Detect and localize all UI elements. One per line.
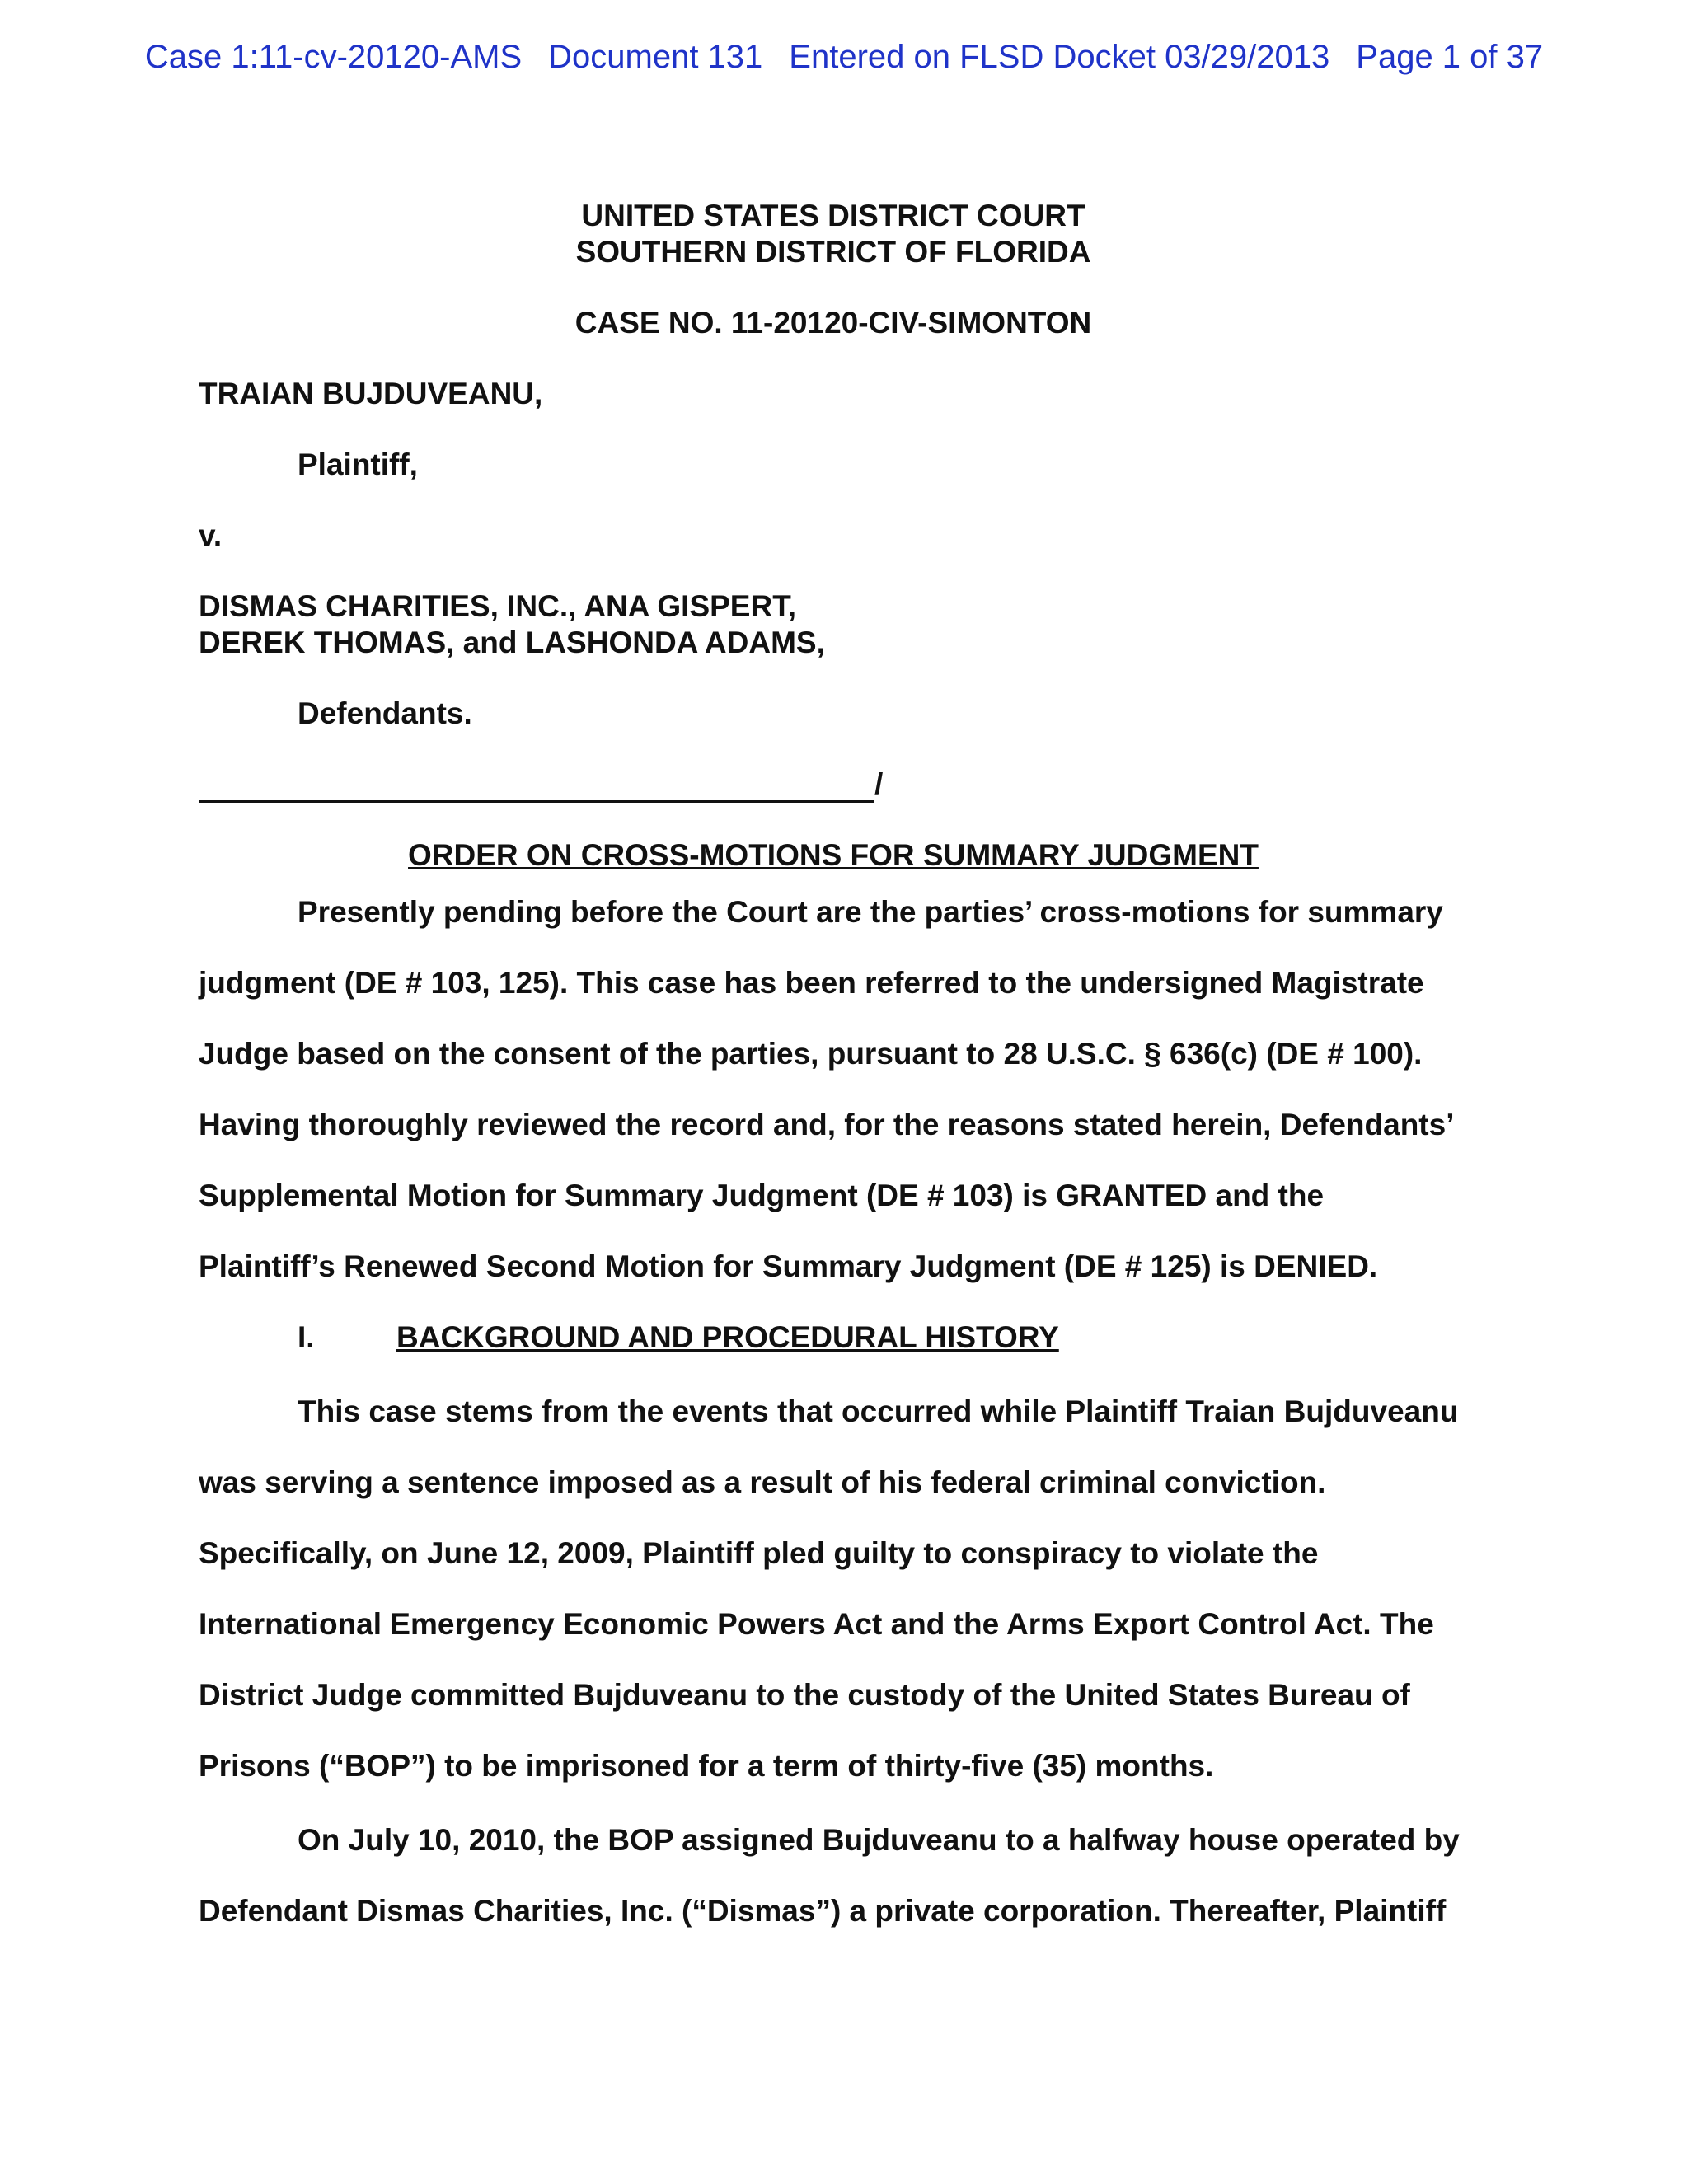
defendants-line-2: DEREK THOMAS, and LASHONDA ADAMS,: [199, 626, 825, 659]
defendant-names: [199, 588, 1468, 661]
docket-stamp: [0, 37, 1688, 77]
stamp-page-count: Page 1 of 37: [1356, 39, 1544, 75]
defendants-line-1: DISMAS CHARITIES, INC., ANA GISPERT,: [199, 589, 796, 623]
caption-rule: [199, 771, 874, 803]
court-heading: [199, 198, 1468, 270]
document-body: [199, 198, 1468, 1947]
versus: v.: [199, 518, 223, 552]
stamp-entered-date: Entered on FLSD Docket 03/29/2013: [789, 39, 1330, 75]
background-paragraph-2: On July 10, 2010, the BOP assigned Bujduveanu to a halfway house operated by Defendant Dismas Charities, Inc. (“Dismas”) a private corporation. Thereafter, Plaintiff: [199, 1823, 1460, 1928]
case-number: CASE NO. 11-20120-CIV-SIMONTON: [574, 306, 1092, 340]
court-name: UNITED STATES DISTRICT COURT: [581, 199, 1085, 232]
defendants-role: Defendants.: [298, 696, 472, 730]
background-paragraph-1: This case stems from the events that occurred while Plaintiff Traian Bujduveanu was serving a sentence imposed as a result of his federal criminal conviction. Specifically, on June 12, 2009, Plaintiff pled guilty to conspiracy to violate the International Emergency Economic Powers Act and the Arms Export Control Act. The District Judge committed Bujduveanu to the custody of the United States Bureau of Prisons (“BOP”) to be imprisoned for a term of thirty-five (35) months.: [199, 1394, 1459, 1783]
section-number: I.: [298, 1320, 315, 1354]
caption-divider: [199, 766, 1468, 803]
plaintiff-role: Plaintiff,: [298, 448, 418, 481]
order-title: ORDER ON CROSS-MOTIONS FOR SUMMARY JUDGMENT: [408, 838, 1259, 872]
plaintiff-name: TRAIAN BUJDUVEANU,: [199, 377, 543, 410]
section-title: BACKGROUND AND PROCEDURAL HISTORY: [396, 1320, 1059, 1354]
court-district: SOUTHERN DISTRICT OF FLORIDA: [575, 235, 1091, 269]
stamp-case-number: Case 1:11-cv-20120-AMS: [144, 39, 523, 75]
intro-paragraph: Presently pending before the Court are the parties’ cross-motions for summary judgment (DE # 103, 125). This case has been referred to the undersigned Magistrate Judge based on the consent of the parties, pursuant to 28 U.S.C. § 636(c) (DE # 100). Having thoroughly reviewed the record and, for the reasons stated herein, Defendants’ Supplemental Motion for Summary Judgment (DE # 103) is GRANTED and the Plaintiff’s Renewed Second Motion for Summary Judgment (DE # 125) is DENIED.: [199, 895, 1453, 1283]
caption-slash: /: [874, 767, 884, 801]
section-heading: [199, 1302, 1468, 1373]
stamp-document-number: Document 131: [548, 39, 763, 75]
